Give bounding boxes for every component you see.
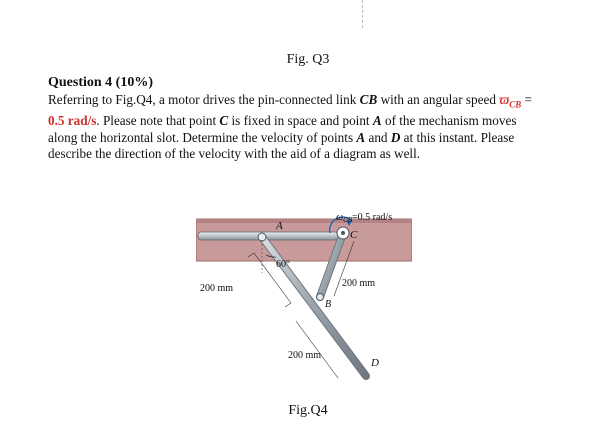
point-a: A [372, 113, 382, 129]
q-text: at this instant. Please [400, 129, 515, 145]
dim-left-label: 200 mm [200, 283, 234, 294]
label-angle: 60° [276, 259, 290, 270]
label-d: D [371, 357, 379, 369]
pin-b [317, 294, 324, 301]
question-body [48, 92, 588, 163]
label-c: C [350, 229, 358, 241]
mechanism-diagram [196, 193, 412, 403]
q-text: along the horizontal slot. Determine the velocity of points [48, 129, 357, 145]
q-text: describe the direction of the velocity with the aid of a diagram as well. [48, 146, 421, 162]
equals-sign: = [521, 92, 532, 107]
omega-label: $\omega_{CB}=0.5$ rad/s [336, 212, 393, 224]
label-a: A [276, 220, 283, 232]
point-d: D [390, 129, 401, 145]
figure-q3-title: Fig. Q3 [286, 52, 330, 67]
q-text: . Please note that point [96, 113, 220, 129]
point-c: C [219, 113, 229, 129]
q-text: is fixed in space and point [228, 113, 373, 129]
scan-artifact-line [362, 0, 364, 28]
q-text: of the mechanism moves [381, 113, 517, 129]
pin-a [258, 233, 266, 241]
dim-right-label: 200 mm [342, 278, 376, 289]
question-heading: Question 4 (10%) [48, 75, 153, 90]
dim-bottom-label: 200 mm [288, 350, 322, 361]
q-text: and [365, 129, 391, 145]
point-a-2: A [356, 129, 366, 145]
label-b: B [325, 299, 332, 310]
q-text: Referring to Fig.Q4, a motor drives the pin-connected link [48, 92, 360, 107]
figure-q4-caption: Fig.Q4 [288, 403, 328, 418]
omega-symbol: $ϖ_{CB}$ [499, 92, 522, 110]
q-text: with an angular speed [377, 92, 500, 107]
link-cb: CB [359, 92, 378, 107]
speed-value: 0.5 rad/s [48, 113, 97, 129]
